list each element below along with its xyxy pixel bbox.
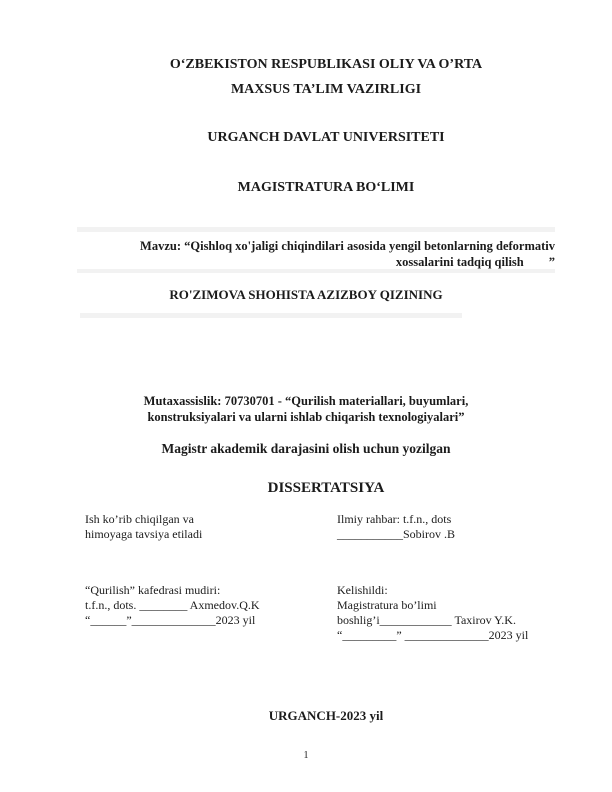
topic-line2: xossalarini tadqiq qilish ” — [395, 255, 555, 269]
advisor-signature-line: ___________Sobirov .B — [337, 527, 456, 541]
highlight-bar — [77, 227, 555, 232]
review-block — [85, 512, 325, 542]
advisor-block — [337, 512, 577, 542]
city-year: URGANCH-2023 yil — [268, 708, 384, 723]
agreement-line1: Kelishildi: — [337, 583, 388, 597]
page-number: 1 — [303, 750, 309, 761]
advisor-line1: Ilmiy rahbar: t.f.n., dots — [337, 512, 452, 526]
speciality-block — [0, 393, 612, 425]
agreement-date-line: “_________” ______________2023 yil — [337, 628, 529, 642]
university-name: URGANCH DAVLAT UNIVERSITETI — [207, 130, 445, 145]
chair-signature-line: t.f.n., dots. ________ Axmedov.Q.K — [85, 598, 260, 612]
topic-line1: Mavzu: “Qishloq xo'jaligi chiqindilari asosida yengil betonlarning deformativ — [140, 239, 555, 253]
agreement-block — [337, 583, 587, 643]
highlight-bar — [80, 313, 462, 318]
speciality-line1: Mutaxassislik: 70730701 - “Qurilish materiallari, buyumlari, — [143, 394, 469, 408]
chair-line1: “Qurilish” kafedrasi mudiri: — [85, 583, 221, 597]
ministry-title-line1: O‘ZBEKISTON RESPUBLIKASI OLIY VA O’RTA — [169, 57, 483, 72]
degree-statement: Magistr akademik darajasini olish uchun yozilgan — [161, 441, 451, 456]
ministry-title-line2: MAXSUS TA’LIM VAZIRLIGI — [230, 82, 422, 97]
chair-date-line: “______”______________2023 yil — [85, 613, 256, 627]
review-line2: himoyaga tavsiya etiladi — [85, 527, 203, 541]
document-type-title: DISSERTATSIYA — [267, 480, 385, 496]
speciality-line2: konstruksiyalari va ularni ishlab chiqarish texnologiyalari” — [147, 410, 465, 424]
agreement-line2: Magistratura bo’limi — [337, 598, 437, 612]
department-name: MAGISTRATURA BO‘LIMI — [237, 180, 415, 195]
topic-block — [85, 238, 555, 270]
agreement-signature-line: boshlig’i____________ Taxirov Y.K. — [337, 613, 516, 627]
author-name: RO'ZIMOVA SHOHISTA AZIZBOY QIZINING — [169, 287, 443, 302]
chair-block — [85, 583, 335, 628]
review-line1: Ish ko’rib chiqilgan va — [85, 512, 194, 526]
